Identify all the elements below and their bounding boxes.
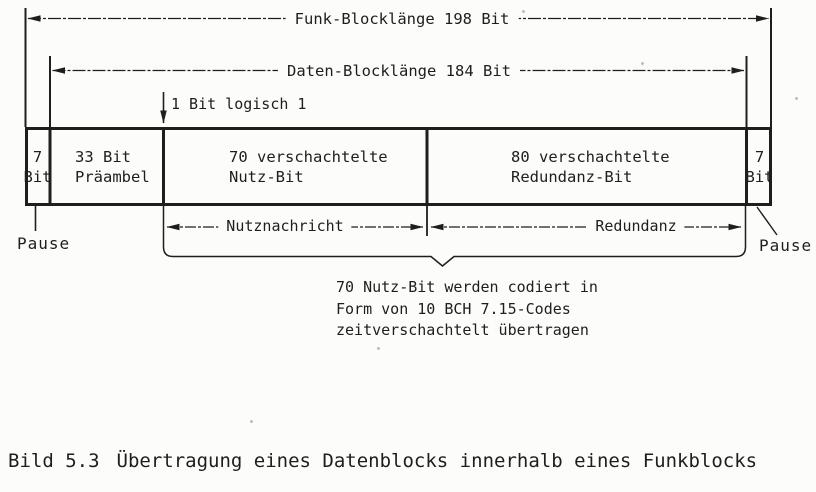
dimension-label-daten: Daten-Blocklänge 184 Bit [278, 62, 520, 80]
dimension-label-funk: Funk-Blocklänge 198 Bit [286, 10, 519, 28]
coding-annotation [336, 277, 598, 342]
cell-pause-right-line1: 7 [754, 147, 765, 166]
figure-caption-number: Bild 5.3 [8, 450, 100, 472]
cell-nutz-bit-line1: 70 verschachtelte [229, 147, 388, 166]
cell-redundanz-bit [427, 127, 747, 206]
cell-nutz-bit-line2: Nutz-Bit [229, 167, 304, 186]
scan-speck [641, 62, 644, 65]
cell-praeambel [50, 127, 163, 206]
pause-leader-right [757, 207, 777, 235]
span-label-nutznachricht: Nutznachricht [218, 217, 351, 235]
grouping-brace [164, 206, 746, 266]
cell-pause-left [25, 127, 50, 206]
cell-redundanz-bit-line2: Redundanz-Bit [511, 167, 633, 186]
cell-praeambel-line1: 33 Bit [75, 147, 131, 166]
cell-redundanz-bit-line1: 80 verschachtelte [511, 147, 670, 166]
cell-pause-right [747, 127, 772, 206]
cell-pause-left-line2: Bit [23, 167, 52, 186]
scan-speck [377, 347, 380, 350]
cell-pause-left-line1: 7 [32, 147, 43, 166]
cell-nutz-bit [163, 127, 427, 206]
span-label-redundanz: Redundanz [587, 217, 684, 235]
cell-praeambel-line2: Präambel [75, 167, 150, 186]
scan-speck [795, 97, 798, 100]
figure-caption-text: Übertragung eines Datenblocks innerhalb eines Funkblocks [116, 450, 758, 472]
coding-annotation-line1: 70 Nutz-Bit werden codiert in [336, 278, 598, 296]
scan-speck [250, 420, 253, 423]
pause-label-left: Pause [17, 234, 71, 253]
figure-caption [8, 450, 757, 472]
pause-label-right: Pause [759, 236, 813, 255]
scan-speck [522, 10, 525, 13]
cell-pause-right-line2: Bit [745, 167, 774, 186]
coding-annotation-line3: zeitverschachtelt übertragen [336, 321, 589, 339]
bit-marker-label: 1 Bit logisch 1 [171, 95, 307, 113]
coding-annotation-line2: Form von 10 BCH 7.15-Codes [336, 299, 571, 318]
